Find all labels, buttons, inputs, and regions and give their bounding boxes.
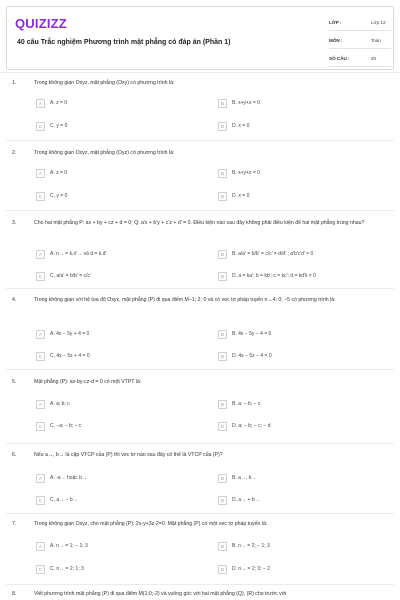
option-letter-box: B xyxy=(218,250,227,259)
option-text: C. n→ = 2; 1; 3 xyxy=(50,566,84,572)
option-letter-box: D xyxy=(218,422,227,431)
option-letter-box: C xyxy=(36,565,45,574)
option-letter-box: B xyxy=(218,330,227,339)
question-number: 1. xyxy=(12,80,17,86)
meta-label: LỚP : xyxy=(329,20,342,25)
question-text: Viết phương trình mặt phẳng (P) đi qua điểm M(1;0;-2) và vuông góc với hai mặt phẳng (Q), (R) cho trước với xyxy=(34,591,287,597)
option-text: D. a→ + b→ xyxy=(232,497,260,503)
meta-value: 20 xyxy=(371,56,377,61)
option-letter-box: A xyxy=(36,330,45,339)
option-letter-box: B xyxy=(218,474,227,483)
option-letter-box: C xyxy=(36,496,45,505)
question-number: 6. xyxy=(12,452,17,458)
question-text: Trong không gian Oxyz, mặt phẳng (Oyz) có phương trình là: xyxy=(34,150,175,156)
option-letter-box: D xyxy=(218,565,227,574)
option-letter-box: C xyxy=(36,122,45,131)
option-letter-box: B xyxy=(218,400,227,409)
worksheet-meta xyxy=(329,16,391,70)
question-number: 4. xyxy=(12,297,17,303)
option-text: B. a→, b→ xyxy=(232,475,257,481)
quizizz-logo: QUIZIZZ xyxy=(15,16,67,31)
option-letter-box: D xyxy=(218,496,227,505)
option-letter-box: D xyxy=(218,122,227,131)
option-text: B. x+y+z = 0 xyxy=(232,170,260,176)
option-text: C. y = 0 xyxy=(50,193,68,199)
question-divider xyxy=(6,369,394,370)
question-divider xyxy=(6,584,394,585)
question-number: 3. xyxy=(12,220,17,226)
meta-question-count xyxy=(329,52,391,67)
option-text: D. x = 0 xyxy=(232,193,250,199)
option-letter-box: A xyxy=(36,400,45,409)
option-text: D. 4x − 5z − 4 = 0 xyxy=(232,353,272,359)
question-text: Nếu a→, b→ là cặp VTCP của (P) thì vec tơ nào sau đây có thể là VTCP của (P)? xyxy=(34,452,223,458)
option-letter-box: C xyxy=(36,272,45,281)
option-text: B. a; − b; − c xyxy=(232,401,261,407)
question-text: Trong không gian Oxyz, mặt phẳng (Oxy) có phương trình là: xyxy=(34,80,175,86)
option-text: A. a; b; c xyxy=(50,401,70,407)
option-text: D. n→ = 2; 3; − 2 xyxy=(232,566,271,572)
meta-label: MÔN : xyxy=(329,38,343,43)
option-text: C. a/a' = b/b' = c/c' xyxy=(50,273,91,279)
option-letter-box: D xyxy=(218,192,227,201)
option-text: B. x+y+z = 0 xyxy=(232,100,260,106)
question-number: 2. xyxy=(12,150,17,156)
option-text: C. a→ − b→ xyxy=(50,497,78,503)
question-number: 5. xyxy=(12,379,17,385)
question-text: Mặt phẳng (P): ax-by-cz-d = 0 có một VTPT là: xyxy=(34,379,142,385)
worksheet-title: 40 câu Trắc nghiệm Phương trình mặt phẳng có đáp án (Phần 1) xyxy=(17,39,231,46)
option-text: C. 4x − 5z + 4 = 0 xyxy=(50,353,90,359)
option-letter-box: C xyxy=(36,192,45,201)
option-letter-box: A xyxy=(36,542,45,551)
option-letter-box: A xyxy=(36,99,45,108)
option-text: A. z = 0 xyxy=(50,100,68,106)
meta-value: Toán xyxy=(371,38,381,43)
option-text: A. n→ = k.n'→ và d = k.d' xyxy=(50,251,107,257)
meta-grade xyxy=(329,16,391,31)
question-divider xyxy=(6,140,394,141)
question-divider xyxy=(6,443,394,444)
divider xyxy=(0,72,400,73)
option-letter-box: B xyxy=(218,99,227,108)
option-letter-box: B xyxy=(218,542,227,551)
question-divider xyxy=(6,288,394,289)
meta-label: SỐ CÂU : xyxy=(329,56,350,61)
question-number: 7. xyxy=(12,521,17,527)
option-text: A. -a→ hoặc b→ xyxy=(50,475,87,481)
option-text: D. a; − b; − c; − d xyxy=(232,423,271,429)
question-divider xyxy=(6,210,394,211)
question-divider xyxy=(6,513,394,514)
option-text: D. a = ka'; b = kb'; c = kc'; d = kd'k ≠ 0 xyxy=(232,273,316,279)
question-number: 8. xyxy=(12,591,17,597)
question-text: Trong không gian Oxyz, cho mặt phẳng (P): 2x-y+3z-2=0. Mặt phẳng (P) có một vec tơ pháp tuyến là: xyxy=(34,521,268,527)
meta-subject xyxy=(329,34,391,49)
option-letter-box: A xyxy=(36,250,45,259)
option-text: D. x = 0 xyxy=(232,123,250,129)
option-text: A. 4x − 5y + 4 = 0 xyxy=(50,331,90,337)
option-text: A. z = 0 xyxy=(50,170,68,176)
question-text: Cho hai mặt phẳng P: ax + by + cz + d = 0; Q: a'x + b'y + c'z + d' = 0. Điều kiện nào sau đây không phải điều kiện để hai mặt phẳng trùng nhau? xyxy=(34,220,365,226)
option-text: B. 4x − 5y − 4 = 0 xyxy=(232,331,272,337)
meta-value: Lớp 12 xyxy=(371,20,386,25)
option-letter-box: C xyxy=(36,422,45,431)
worksheet-header xyxy=(6,6,394,70)
option-letter-box: A xyxy=(36,169,45,178)
option-text: B. n→ = 2; − 1; 3 xyxy=(232,543,270,549)
option-letter-box: B xyxy=(218,169,227,178)
option-letter-box: A xyxy=(36,474,45,483)
option-text: C. −a; − b; − c xyxy=(50,423,82,429)
option-text: B. a/a' = b/b' = c/c' ≠ d/d' ; a'b'c'd' ≠ 0 xyxy=(232,251,314,257)
option-letter-box: D xyxy=(218,272,227,281)
question-text: Trong không gian với hệ tọa độ Oxyz, mặt phẳng (P) đi qua điểm M−1; 2; 0 và có vec tơ pháp tuyến n→4; 0; −5 có phương trình là: xyxy=(34,297,336,303)
option-text: C. y = 0 xyxy=(50,123,68,129)
option-letter-box: D xyxy=(218,352,227,361)
option-text: A. n→ = 1; − 1; 3 xyxy=(50,543,88,549)
option-letter-box: C xyxy=(36,352,45,361)
